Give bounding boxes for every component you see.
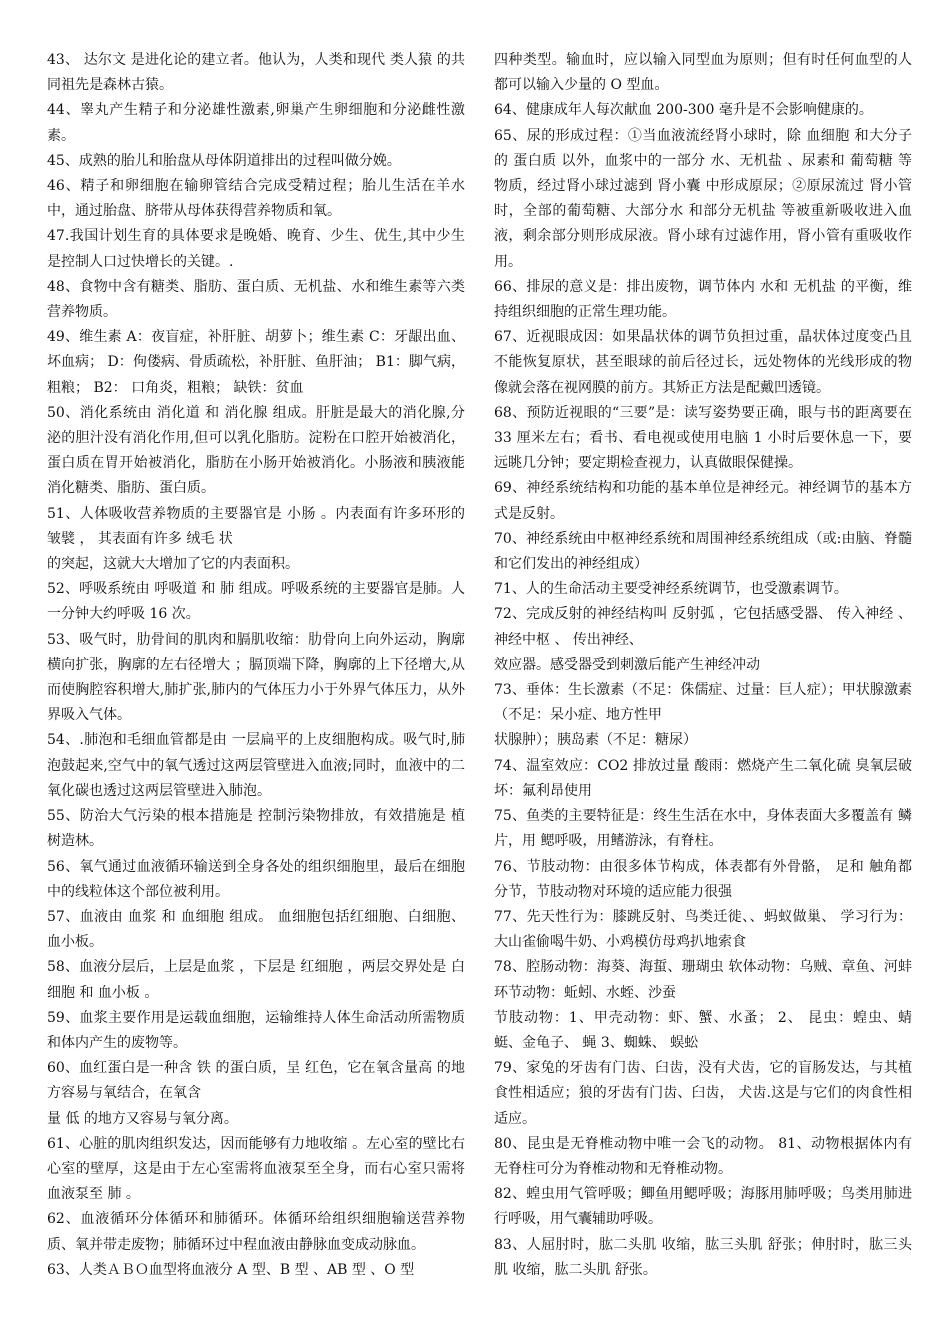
paragraph-51: 51、人体吸收营养物质的主要器官是 小肠 。内表面有许多环形的 皱襞 ， 其表面有许多 绒毛 状 的突起，这就大大增加了它的内表面积。 — [47, 505, 465, 573]
paragraph-71: 71、人的生命活动主要受神经系统调节，也受激素调节。 — [494, 581, 848, 598]
paragraph-58: 58、血液分层后，上层是血浆 ，下层是 红细胞 ，两层交界处是 白细胞 和 血小板 。 — [47, 959, 465, 1001]
paragraph-72: 72、完成反射的神经结构叫 反射弧 ，它包括感受器、 传入神经 、 神经中枢 、 传出神经、 效应器。感受器受到刺激后能产生神经冲动 — [494, 606, 912, 673]
paragraph-63-continued: 四种类型。输血时，应以输入同型血为原则；但有时任何血型的人都可以输入少量的 O 型血。 — [494, 52, 912, 94]
paragraph-82: 82、蝗虫用气管呼吸；鲫鱼用鳃呼吸；海豚用肺呼吸；鸟类用肺进行呼吸，用气囊辅助呼吸。 — [494, 1186, 912, 1228]
paragraph-54: 54、.肺泡和毛细血管都是由 一层扁平的上皮细胞构成。吸气时,肺泡鼓起来,空气中的氧气透过这两层管壁进入血液;同时，血液中的二氧化碳也透过这两层管壁进入肺泡。 — [47, 732, 465, 799]
paragraph-76: 76、节肢动物：由很多体节构成，体表都有外骨骼， 足和 触角都分节，节肢动物对环境的适应能力很强 — [494, 858, 912, 900]
paragraph-43: 43、 达尔文 是进化论的建立者。他认为，人类和现代 类人猿 的共同祖先是森林古猿。 — [47, 52, 465, 94]
paragraph-57: 57、血液由 血浆 和 血细胞 组成。 血细胞包括红细胞、白细胞、血小板。 — [47, 908, 465, 951]
paragraph-47: 47.我国计划生育的具体要求是晚婚、晚育、少生、优生,其中少生是控制人口过快增长的关键。. — [47, 228, 465, 270]
paragraph-62: 62、血液循环分体循环和肺循环。体循环给组织细胞输送营养物质、氧并带走废物；肺循环过中程血液由静脉血变成动脉血。 — [47, 1211, 465, 1253]
paragraph-83: 83、人屈肘时，肱二头肌 收缩，肱三头肌 舒张；伸肘时，肱三头肌 收缩，肱二头肌 舒张。 — [494, 1236, 912, 1278]
paragraph-78: 78、腔肠动物：海葵、海蜇、珊瑚虫 软体动物：乌贼、章鱼、河蚌 环节动物：蚯蚓、水蛭、沙蚕 节肢动物：1、甲壳动物：虾、蟹、水蚤； 2、 昆虫：蝗虫、蜻蜓、金龟子、 蝇 3、蜘蛛、 蜈蚣 — [494, 959, 912, 1051]
paragraph-49: 49、维生素 A：夜盲症，补肝脏、胡萝卜；维生素 C：牙龈出血、坏血病； D：佝偻病、骨质疏松，补肝脏、鱼肝油； B1：脚气病，粗粮； B2： 口角炎，粗粮； 缺铁：贫血 — [47, 329, 465, 396]
paragraph-65: 65、尿的形成过程：①当血液流经肾小球时，除 血细胞 和大分子的 蛋白质 以外，血浆中的一部分 水、无机盐 、尿素和 葡萄糖 等物质，经过肾小球过滤到 肾小囊 中形成原尿；②原尿流过 肾小管 时，全部的葡萄糖、大部分水 和部分无机盐 等被重新吸收进入血液，剩余部分则形成尿液。肾小球有过滤作用，肾小管有重吸收作用。 — [494, 127, 917, 270]
paragraph-64: 64、健康成年人每次献血 200-300 毫升是不会影响健康的。 — [494, 102, 873, 119]
paragraph-55: 55、防治大气污染的根本措施是 控制污染物排放，有效措施是 植树造林。 — [47, 808, 465, 850]
paragraph-50: 50、消化系统由 消化道 和 消化腺 组成。肝脏是最大的消化腺,分泌的胆汁没有消化作用,但可以乳化脂肪。淀粉在口腔开始被消化，蛋白质在胃开始被消化，脂肪在小肠开始被消化。小肠液和胰液能消化糖类、脂肪、蛋白质。 — [47, 404, 465, 497]
paragraph-73: 73、垂体：生长激素（不足：侏儒症、过量：巨人症）；甲状腺激素（不足：呆小症、地方性甲 状腺肿）；胰岛素（不足：糖尿） — [494, 682, 912, 749]
paragraph-52: 52、呼吸系统由 呼吸道 和 肺 组成。呼吸系统的主要器官是肺。人一分钟大约呼吸 16 次。 — [47, 581, 465, 623]
paragraph-74: 74、温室效应：CO2 排放过量 酸雨：燃烧产生二氧化硫 臭氧层破坏：氟利昂使用 — [494, 757, 912, 799]
paragraph-66: 66、排尿的意义是：排出废物，调节体内 水和 无机盐 的平衡，维持组织细胞的正常生理功能。 — [494, 278, 912, 321]
paragraph-44: 44、睾丸产生精子和分泌雄性激素,卵巢产生卵细胞和分泌雌性激素。 — [47, 102, 465, 144]
paragraph-69: 69、神经系统结构和功能的基本单位是神经元。神经调节的基本方式是反射。 — [494, 480, 912, 522]
paragraph-53: 53、吸气时，肋骨间的肌肉和膈肌收缩：肋骨向上向外运动，胸廓横向扩张，胸廓的左右径增大 ；膈顶端下降，胸廓的上下径增大,从而使胸腔容积增大,肺扩张,肺内的气体压力小于外界气体压力，从外界吸入气体。 — [47, 631, 465, 724]
paragraph-61: 61、心脏的肌肉组织发达，因而能够有力地收缩 。左心室的壁比右心室的壁厚，这是由于左心室需将血液泵至全身，而右心室只需将血液泵至 肺 。 — [47, 1135, 465, 1203]
paragraph-63: 63、人类ＡＢＯ血型将血液分 A 型、B 型 、AB 型 、O 型 — [47, 1261, 415, 1278]
paragraph-70: 70、神经系统由中枢神经系统和周围神经系统组成（或:由脑、脊髓和它们发出的神经组成） — [494, 530, 912, 573]
paragraph-75: 75、鱼类的主要特征是：终生生活在水中，身体表面大多覆盖有 鳞片，用 鳃呼吸，用鳍游泳，有脊柱。 — [494, 808, 912, 850]
paragraph-56: 56、氧气通过血液循环输送到全身各处的组织细胞里，最后在细胞中的线粒体这个部位被利用。 — [47, 858, 465, 900]
paragraph-59: 59、血浆主要作用是运载血细胞，运输维持人体生命活动所需物质和体内产生的废物等。 — [47, 1009, 465, 1051]
paragraph-67: 67、近视眼成因：如果晶状体的调节负担过重，晶状体过度变凸且不能恢复原状，甚至眼球的前后径过长，远处物体的光线形成的物像就会落在视网膜的前方。其矫正方法是配戴凹透镜。 — [494, 329, 912, 396]
paragraph-79: 79、家兔的牙齿有门齿、臼齿，没有犬齿，它的盲肠发达，与其植食性相适应；狼的牙齿有门齿、臼齿， 犬齿.这是与它们的肉食性相适应。 — [494, 1060, 912, 1127]
right-column — [494, 48, 917, 1283]
paragraph-68: 68、预防近视眼的“三要”是：读写姿势要正确，眼与书的距离要在 33 厘米左右；看书、看电视或使用电脑 1 小时后要休息一下，要远眺几分钟；要定期检查视力，认真做眼保健操。 — [494, 404, 917, 472]
paragraph-80-81: 80、昆虫是无脊椎动物中唯一会飞的动物。 81、动物根据体内有无脊柱可分为脊椎动物和无脊椎动物。 — [494, 1135, 912, 1177]
paragraph-60: 60、血红蛋白是一种含 铁 的蛋白质，呈 红色，它在氧含量高 的地方容易与氧结合，在氧含 量 低 的地方又容易与氧分离。 — [47, 1060, 465, 1127]
paragraph-48: 48、食物中含有糖类、脂肪、蛋白质、无机盐、水和维生素等六类营养物质。 — [47, 278, 465, 321]
left-column — [47, 48, 465, 1283]
paragraph-46: 46、精子和卵细胞在输卵管结合完成受精过程；胎儿生活在羊水中，通过胎盘、脐带从母体获得营养物质和氧。 — [47, 178, 465, 220]
paragraph-45: 45、成熟的胎儿和胎盘从母体阴道排出的过程叫做分娩。 — [47, 152, 401, 169]
paragraph-77: 77、先天性行为：膝跳反射、鸟类迁徙、、蚂蚁做巢、 学习行为：大山雀偷喝牛奶、小鸡模仿母鸡扒地索食 — [494, 908, 912, 951]
